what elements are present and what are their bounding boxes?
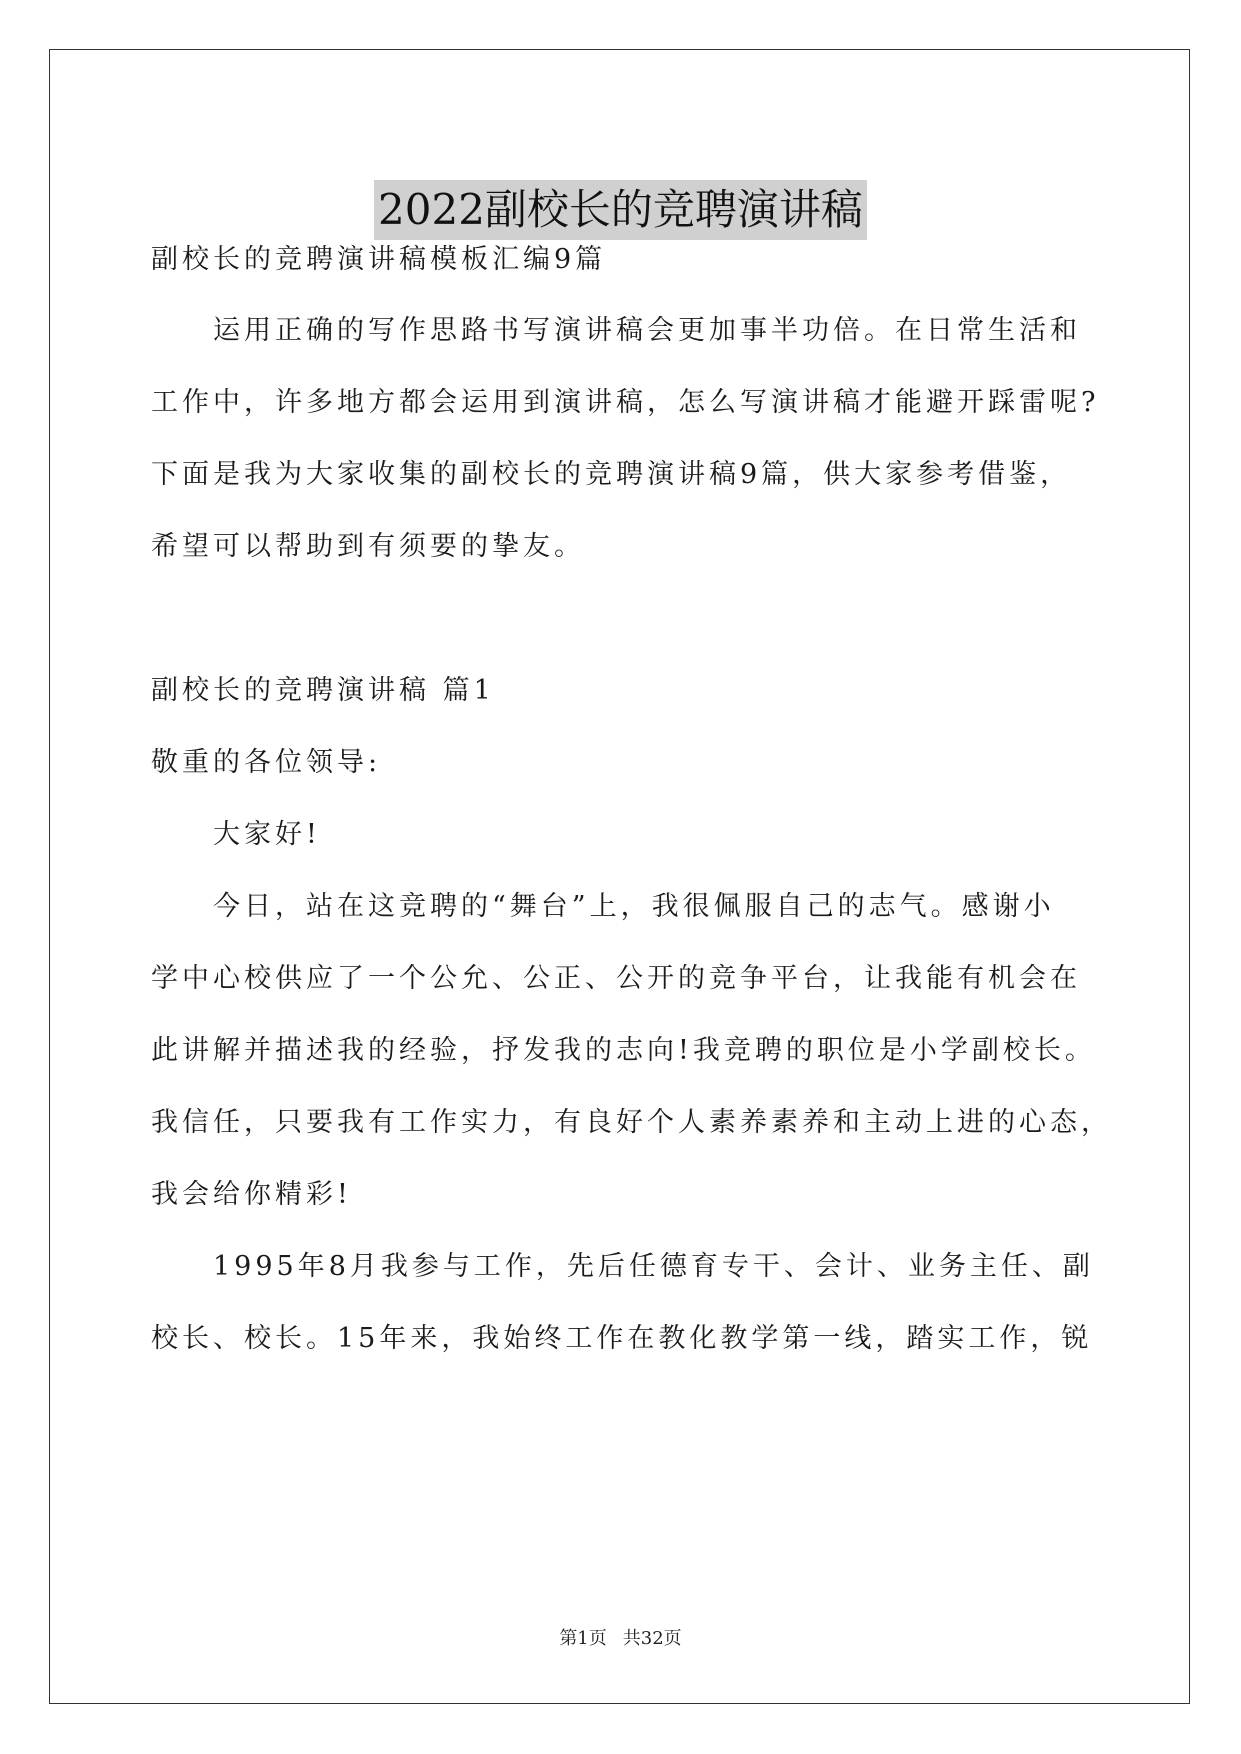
body-paragraph-1-line-5: 我会给你精彩!	[151, 1179, 352, 1210]
page-border	[49, 49, 1190, 1704]
intro-paragraph-line-4: 希望可以帮助到有须要的挚友。	[151, 531, 585, 562]
intro-paragraph-line-3: 下面是我为大家收集的副校长的竞聘演讲稿9篇，供大家参考借鉴，	[151, 459, 1072, 490]
page-number: 第1页	[559, 1628, 607, 1649]
subtitle-line: 副校长的竞聘演讲稿模板汇编9篇	[151, 244, 607, 275]
body-paragraph-1-line-2: 学中心校供应了一个公允、公正、公开的竞争平台，让我能有机会在	[151, 963, 1081, 994]
body-paragraph-2-line-2: 校长、校长。15年来，我始终工作在教化教学第一线，踏实工作，锐	[151, 1323, 1093, 1354]
intro-paragraph-line-1: 运用正确的写作思路书写演讲稿会更加事半功倍。在日常生活和	[213, 315, 1081, 346]
body-paragraph-1-line-4: 我信任，只要我有工作实力，有良好个人素养素养和主动上进的心态，	[151, 1107, 1112, 1138]
page-footer	[0, 1627, 1241, 1651]
body-paragraph-1-line-3: 此讲解并描述我的经验，抒发我的志向!我竞聘的职位是小学副校长。	[151, 1035, 1096, 1066]
document-title: 2022副校长的竞聘演讲稿	[374, 180, 867, 240]
section-heading: 副校长的竞聘演讲稿 篇1	[151, 675, 495, 706]
salutation: 敬重的各位领导:	[151, 747, 382, 778]
greeting: 大家好!	[213, 819, 321, 850]
body-paragraph-1-line-1: 今日，站在这竞聘的“舞台”上，我很佩服自己的志气。感谢小	[213, 891, 1055, 922]
intro-paragraph-line-2: 工作中，许多地方都会运用到演讲稿，怎么写演讲稿才能避开踩雷呢?	[151, 387, 1100, 418]
page-total: 共32页	[622, 1628, 682, 1649]
body-paragraph-2-line-1: 1995年8月我参与工作，先后任德育专干、会计、业务主任、副	[213, 1251, 1094, 1282]
